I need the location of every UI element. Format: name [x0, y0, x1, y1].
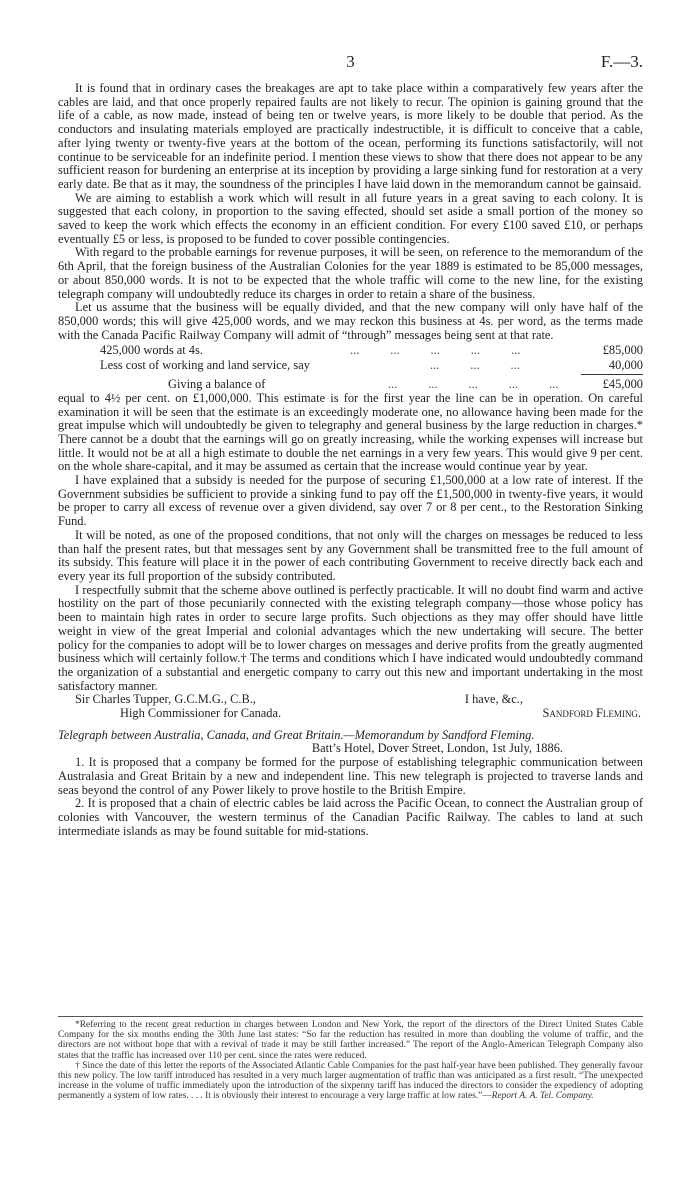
signature-block-line2 [58, 707, 643, 721]
calc-label: Less cost of working and land service, say [100, 357, 310, 372]
calc-label: Giving a balance of [168, 377, 266, 392]
document-reference: F.—3. [600, 52, 643, 71]
paragraph: It is found that in ordinary cases the breakages are apt to take place within a comparatively few years after the cables are laid, and that once properly repaired faults are not likely to recur. The opinion is gaining ground that the life of a cable, as now made, instead of being ten or twelve years, is more likely to be double that period. As the conductors and insulating materials employed are practically indestructible, it is difficult to conceive that a cable, after lying twenty or twenty-five years at the bottom of the ocean, performing its functions satisfactorily, will not continue to be serviceable for an indefinite period. I mention these views to show that there does not appear to be any sufficient reason for burdening an enterprise at its inception by providing a large sinking fund for restoration at a very early date. Be that as it may, the soundness of the principles I have laid down in the memorandum cannot be gainsaid. [58, 81, 643, 191]
calc-leader-dots: ... ... ... ... ... [350, 343, 521, 358]
signature: Sandford Fleming. [542, 706, 641, 721]
letter-body [58, 82, 643, 838]
memo-paragraph: 2. It is proposed that a chain of electric cables be laid across the Pacific Ocean, to connect the Australian group of colonies with Vancouver, the western terminus of the Canadian Pacific Railway. The cables to land at such intermediate islands as may be found suitable for mid-stations. [58, 796, 643, 838]
paragraph: Let us assume that the business will be equally divided, and that the new company will only have half of the 850,000 words; this will give 425,000 words, and we may reckon this business at 4s. per word, as the terms made with the Canada Pacific Railway Company will admit of “through” messages being sent at that rate. [58, 300, 643, 342]
addressee-title: High Commissioner for Canada. [120, 706, 282, 721]
calc-amount: £85,000 [602, 343, 643, 358]
page-header [58, 52, 643, 76]
calc-row-total [58, 377, 643, 392]
calc-leader-dots: ... ... ... [430, 357, 520, 372]
addressee-name: Sir Charles Tupper, G.C.M.G., C.B., [75, 692, 256, 707]
paragraph: I have explained that a subsidy is needed for the purpose of securing £1,500,000 at a low rate of interest. If the Government subsidies be sufficient to provide a sinking fund to pay off the £1,500,000 in twenty-five years, it would be proper to carry all excess of revenue over a given dividend, say over 7 or 8 per cent., to the Restoration Sinking Fund. [58, 473, 643, 529]
signature-block-line1 [58, 693, 643, 707]
calc-leader-dots: ... ... ... ... ... [388, 377, 559, 392]
footnote [58, 1061, 643, 1102]
calc-amount: 40,000 [608, 357, 643, 372]
footnote: *Referring to the recent great reduction in charges between London and New York, the report of the directors of the Direct United States Cable Company for the six months ending the 30th June last states: “So far the reduction has resulted in more than doubling the volume of traffic, and the directors are not without hope that with a revival of trade it may be still farther increased.” The report of the Anglo-American Telegraph Company also states that the traffic has increased over 110 per cent. since the rates were reduced. [58, 1020, 643, 1061]
footnotes [58, 1016, 643, 1102]
memo-address: Batt’s Hotel, Dover Street, London, 1st July, 1886. [311, 741, 563, 756]
paragraph: It will be noted, as one of the proposed conditions, that not only will the charges on messages be reduced to less than half the present rates, but that messages sent by any Government shall be transmitted free to the full amount of its subsidy. This feature will place it in the power of each contributing Government to receive directly back each and every year its full proportion of the subsidy contributed. [58, 527, 643, 583]
memo-paragraph: 1. It is proposed that a company be formed for the purpose of establishing telegraphic communication between Australasia and Great Britain by a new and independent line. This new telegraph is projected to traverse lands and seas beyond the control of any Power likely to prove hostile to the British Empire. [58, 755, 643, 797]
calc-row-revenue [58, 343, 643, 358]
memo-heading: Telegraph between Australia, Canada, and Great Britain.—Memorandum by Sandford Fleming. [58, 727, 535, 742]
calc-label: 425,000 words at 4s. [100, 343, 203, 358]
calc-amount: £45,000 [602, 377, 643, 392]
earnings-calculation [58, 343, 643, 392]
footnote-text: † Since the date of this letter the reports of the Associated Atlantic Cable Companies for the past half-year have been published. They generally favour this new policy. The low tariff introduced has resulted in a very much larger augmentation of traffic than was anticipated as a first result. “The unexpected increase in the volume of traffic immediately upon the introduction of the sixpenny tariff has induced the directors to consider the expediency of adopting permanently a system of low rates. . . . It is obviously their interest to encourage a very large traffic at low rates.”— [58, 1060, 643, 1102]
paragraph: With regard to the probable earnings for revenue purposes, it will be seen, on reference to the memorandum of the 6th April, that the foreign business of the Australian Colonies for the year 1889 is estimated to be 85,000 messages, or about 850,000 words. It is not to be expected that the whole traffic will come to the new line, for the existing telegraph company will undoubtedly reduce its charges in order to retain a share of the business. [58, 245, 643, 301]
paragraph: equal to 4½ per cent. on £1,000,000. This estimate is for the first year the line can be in operation. On careful examination it will be seen that the estimate is an exceedingly moderate one, no allowance having been made for the great impulse which will undoubtedly be given to telegraphy and general business by the large reduction in charges.* There cannot be a doubt that the earnings will go on greatly increasing, while the working expenses will increase but little. It would not be at all a high estimate to double the net earnings in a very few years. This would give 9 per cent. on the whole share-capital, and it may be assumed as certain that the increase would continue year by year. [58, 390, 643, 474]
calc-sum-rule [581, 374, 643, 375]
closing-phrase: I have, &c., [464, 692, 523, 707]
paragraph: I respectfully submit that the scheme above outlined is perfectly practicable. It will no doubt find warm and active hostility on the part of those pecuniarily connected with the existing telegraph company—those whose policy has been to maintain high rates in order to secure large profits. Such objections as they may offer should have little weight in view of the great Imperial and colonial advantages which the new undertaking will secure. The better policy for the companies to adopt will be to lower charges on messages and derive profits from the greatly augmented business which will certainly follow.† The terms and conditions which I have indicated would undoubtedly command the organization of a substantial and energetic company to carry out this new and important undertaking in the most satisfactory manner. [58, 582, 643, 693]
paragraph: We are aiming to establish a work which will result in all future years in a great saving to each colony. It is suggested that each colony, in proportion to the saving effected, should set aside a small portion of the money so saved to keep the work which effects the economy in an efficient condition. For every £100 saved £10, or perhaps eventually £5 or less, is proposed to be funded to cover possible contingencies. [58, 190, 643, 246]
calc-row-cost [58, 358, 643, 373]
footnote-source: Report A. A. Tel. Company. [491, 1091, 594, 1102]
page-number: 3 [346, 52, 355, 71]
